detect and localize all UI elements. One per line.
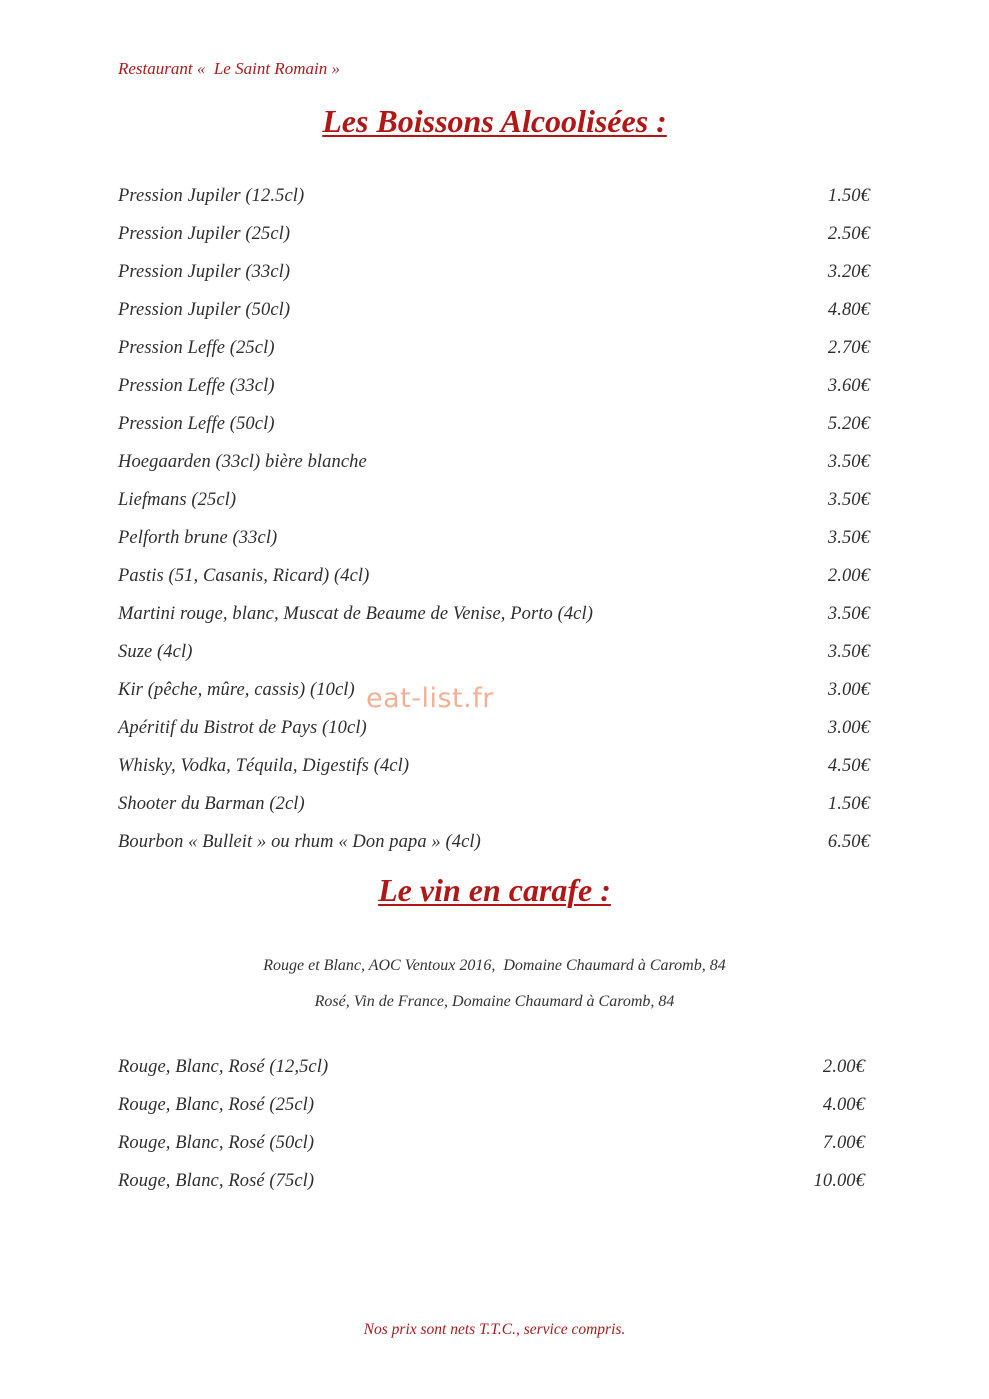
menu-item-price: 3.60€	[827, 376, 870, 396]
menu-item-price: 3.00€	[827, 680, 870, 700]
menu-item-price: 4.00€	[822, 1095, 865, 1115]
menu-item-price: 1.50€	[827, 794, 870, 814]
menu-item-name: Pression Jupiler (12.5cl)	[118, 186, 305, 206]
menu-item-price: 3.20€	[827, 262, 870, 282]
menu-item-name: Whisky, Vodka, Téquila, Digestifs (4cl)	[118, 756, 410, 776]
menu-item-price: 5.20€	[827, 414, 870, 434]
menu-item-price: 2.00€	[822, 1057, 865, 1077]
menu-item-price: 1.50€	[827, 186, 870, 206]
wine-origin-note: Rouge et Blanc, AOC Ventoux 2016, Domaine Chaumard à Caromb, 84	[263, 957, 726, 974]
menu-item-name: Rouge, Blanc, Rosé (25cl)	[118, 1095, 315, 1115]
menu-item-name: Rouge, Blanc, Rosé (12,5cl)	[118, 1057, 329, 1077]
menu-item-price: 3.50€	[827, 528, 870, 548]
menu-item-name: Rouge, Blanc, Rosé (75cl)	[118, 1171, 315, 1191]
section-title-alcoholic-drinks: Les Boissons Alcoolisées :	[322, 103, 667, 139]
menu-item-price: 7.00€	[822, 1133, 865, 1153]
footer-note: Nos prix sont nets T.T.C., service compris.	[363, 1321, 626, 1338]
menu-item-price: 10.00€	[813, 1171, 865, 1191]
menu-item-name: Pastis (51, Casanis, Ricard) (4cl)	[118, 566, 370, 586]
menu-item-name: Bourbon « Bulleit » ou rhum « Don papa » (4cl)	[118, 832, 481, 852]
menu-item-price: 3.00€	[827, 718, 870, 738]
menu-item-price: 3.50€	[827, 490, 870, 510]
menu-item-name: Hoegaarden (33cl) bière blanche	[118, 452, 367, 472]
menu-item-name: Suze (4cl)	[118, 642, 193, 662]
restaurant-header: Restaurant « Le Saint Romain »	[118, 59, 340, 78]
menu-item-price: 6.50€	[827, 832, 870, 852]
menu-item-price: 3.50€	[827, 642, 870, 662]
menu-item-name: Liefmans (25cl)	[118, 490, 237, 510]
menu-item-price: 4.50€	[827, 756, 870, 776]
menu-item-name: Pression Leffe (50cl)	[118, 414, 275, 434]
menu-item-name: Pelforth brune (33cl)	[118, 528, 278, 548]
menu-item-name: Kir (pêche, mûre, cassis) (10cl)	[118, 680, 355, 700]
menu-item-name: Pression Leffe (33cl)	[118, 376, 275, 396]
menu-item-price: 3.50€	[827, 604, 870, 624]
menu-item-name: Pression Jupiler (50cl)	[118, 300, 291, 320]
menu-item-price: 3.50€	[827, 452, 870, 472]
menu-item-name: Rouge, Blanc, Rosé (50cl)	[118, 1133, 315, 1153]
menu-item-name: Martini rouge, blanc, Muscat de Beaume de Venise, Porto (4cl)	[118, 604, 593, 624]
menu-item-name: Pression Jupiler (33cl)	[118, 262, 291, 282]
menu-item-price: 2.70€	[827, 338, 870, 358]
watermark: eat-list.fr	[366, 683, 494, 714]
menu-item-name: Apéritif du Bistrot de Pays (10cl)	[118, 718, 367, 738]
menu-item-price: 4.80€	[827, 300, 870, 320]
menu-item-name: Shooter du Barman (2cl)	[118, 794, 305, 814]
menu-item-price: 2.50€	[827, 224, 870, 244]
menu-item-name: Pression Jupiler (25cl)	[118, 224, 291, 244]
section-title-carafe-wine: Le vin en carafe :	[378, 872, 611, 908]
menu-item-price: 2.00€	[827, 566, 870, 586]
wine-origin-note: Rosé, Vin de France, Domaine Chaumard à Caromb, 84	[314, 993, 675, 1010]
menu-item-name: Pression Leffe (25cl)	[118, 338, 275, 358]
